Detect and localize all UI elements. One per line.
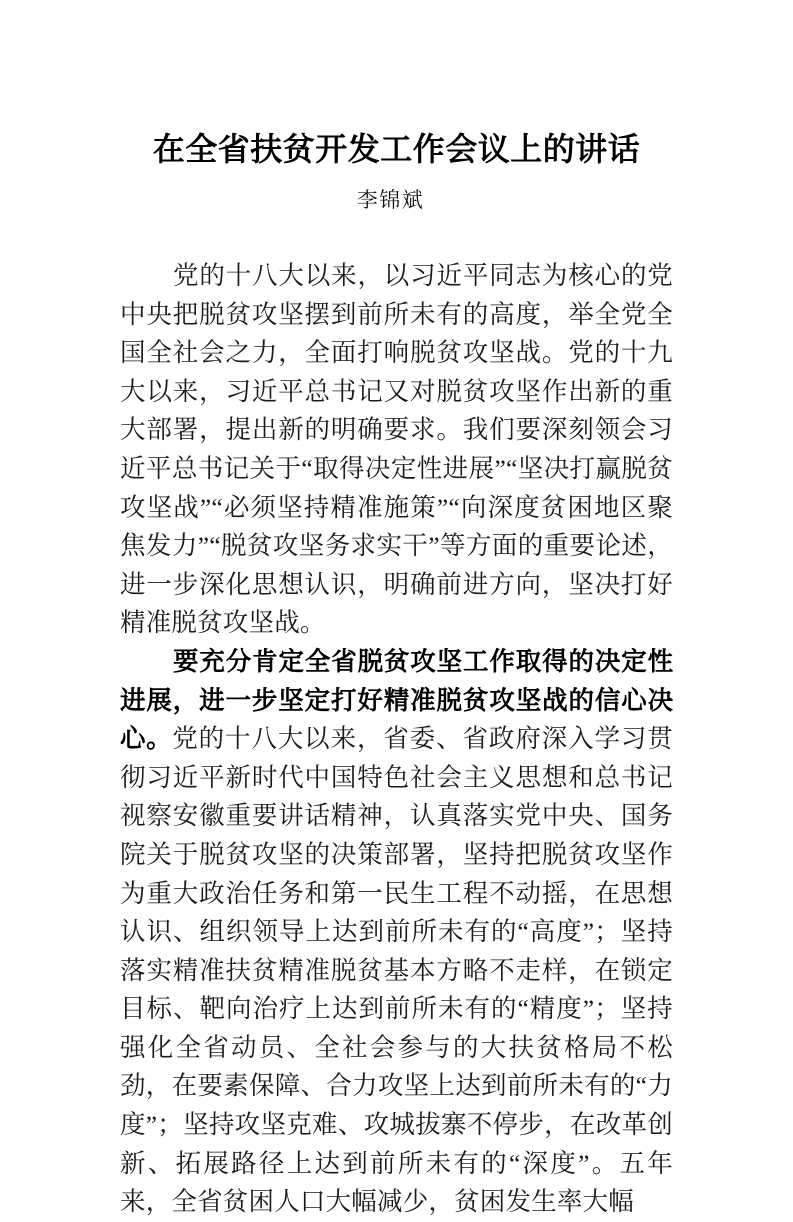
paragraph-1: 党的十八大以来，以习近平同志为核心的党中央把脱贫攻坚摆到前所未有的高度，举全党全国全社会之力，全面打响脱贫攻坚战。党的十九大以来，习近平总书记又对脱贫攻坚作出新的重大部署，提出新的明确要求。我们要深刻领会习近平总书记关于“取得决定性进展”“坚决打赢脱贫攻坚战”“必须坚持精准施策”“向深度贫困地区聚焦发力”“脱贫攻坚务求实干”等方面的重要论述，进一步深化思想认识，明确前进方向，坚决打好精准脱贫攻坚战。 [120, 261, 673, 638]
paragraph-2-body: 党的十八大以来，省委、省政府深入学习贯彻习近平新时代中国特色社会主义思想和总书记视察安徽重要讲话精神，认真落实党中央、国务院关于脱贫攻坚的决策部署，坚持把脱贫攻坚作为重大政治任务和第一民生工程不动摇，在思想认识、组织领导上达到前所未有的“高度”；坚持落实精准扶贫精准脱贫基本方略不走样，在锁定目标、靶向治疗上达到前所未有的“精度”；坚持强化全省动员、全社会参与的大扶贫格局不松劲，在要素保障、合力攻坚上达到前所未有的“力度”；坚持攻坚克难、攻城拔寨不停步，在改革创新、拓展路径上达到前所未有的“深度”。五年来，全省贫困人口大幅减少，贫困发生率大幅 [120, 724, 673, 1217]
page-title: 在全省扶贫开发工作会议上的讲话 [152, 131, 641, 167]
document-body [120, 215, 673, 1222]
paragraph-2 [120, 643, 673, 1222]
document-author: 李锦斌 [356, 188, 425, 212]
paragraph-2-lead-bold: 要充分肯定全省脱贫攻坚工作取得的决定性进展，进一步坚定打好精准脱贫攻坚战的信心决心。 [120, 647, 673, 754]
document-content [120, 0, 673, 1222]
